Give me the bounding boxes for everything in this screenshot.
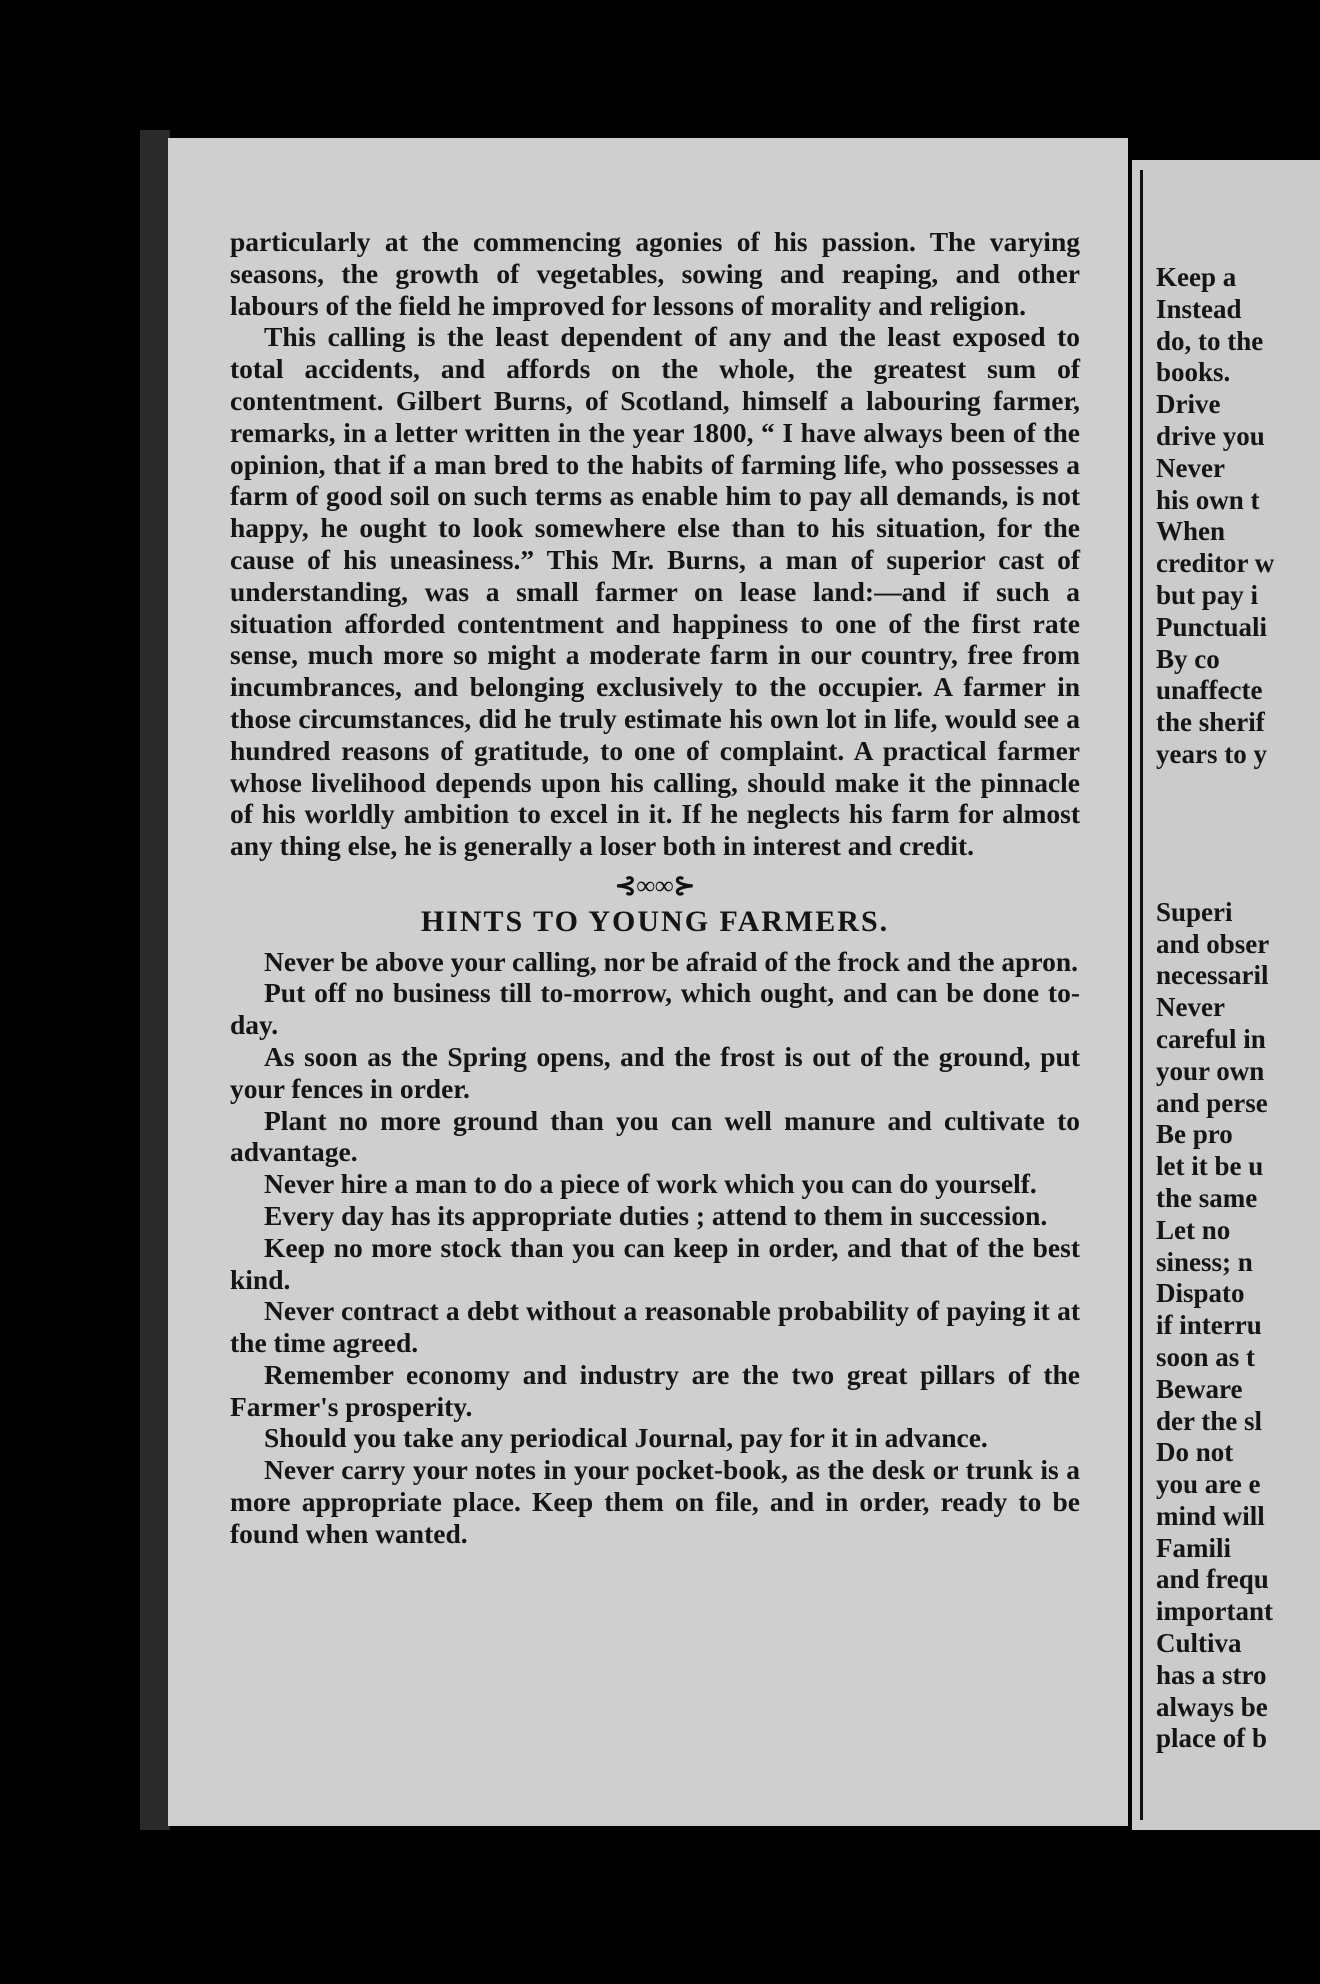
left-page-text bbox=[230, 226, 1080, 1550]
text-line: Dispato bbox=[1156, 1278, 1245, 1309]
paragraph: This calling is the least dependent of any and the least exposed to total accidents, and affords on the whole, the greatest sum of contentment. Gilbert Burns, of Scotland, himself a labouring farmer, remarks, in a letter written in the year 1800, “ I have always been of the opinion, that if a man bred to the habits of farming life, who possesses a farm of good soil on such terms as enable him to pay all demands, is not happy, he ought to look somewhere else than to his situation, for the cause of his uneasiness.” This Mr. Burns, a man of superior cast of understanding, was a small farmer on lease land:—and if such a situation afforded contentment and happiness to one of the first rate sense, much more so might a moderate farm in our country, free from incumbrances, and belonging exclusively to the occupier. A farmer in those circumstances, did he truly estimate his own lot in life, would see a hundred reasons of gratitude, to one of complaint. A practical farmer whose livelihood depends upon his calling, should make it the pinnacle of his worldly ambition to excel in it. If he neglects his farm for almost any thing else, he is generally a loser both in interest and credit. bbox=[230, 321, 1080, 862]
right-page-text bbox=[1156, 262, 1320, 1755]
text-line: and frequ bbox=[1156, 1564, 1269, 1595]
text-line: necessaril bbox=[1156, 960, 1269, 991]
hint-item: Should you take any periodical Journal, pay for it in advance. bbox=[264, 1422, 988, 1454]
text-line: has a stro bbox=[1156, 1659, 1267, 1690]
hint-item: Never be above your calling, nor be afraid of the frock and the apron. bbox=[264, 945, 1079, 977]
text-line: his own t bbox=[1156, 484, 1260, 515]
text-line: Let no bbox=[1156, 1214, 1231, 1245]
hint-item: Keep no more stock than you can keep in order, and that of the best kind. bbox=[230, 1231, 1080, 1295]
text-line: Keep a bbox=[1156, 262, 1237, 292]
hint-item: Never carry your notes in your pocket-book, as the desk or trunk is a more appropriate place. Keep them on file, and in order, ready to be found when wanted. bbox=[230, 1454, 1080, 1549]
text-line: mind will bbox=[1156, 1500, 1265, 1531]
text-line: soon as t bbox=[1156, 1341, 1256, 1372]
hint-item: Plant no more ground than you can well manure and cultivate to advantage. bbox=[230, 1104, 1080, 1168]
text-line: important bbox=[1156, 1596, 1273, 1627]
text-line: Famili bbox=[1156, 1532, 1231, 1563]
text-line: creditor w bbox=[1156, 548, 1275, 579]
text-line: unaffecte bbox=[1156, 675, 1263, 706]
text-line: Never bbox=[1156, 992, 1225, 1023]
text-line: Do not bbox=[1156, 1437, 1234, 1468]
text-line: Drive bbox=[1156, 389, 1221, 420]
left-page bbox=[168, 138, 1128, 1826]
text-line: der the sl bbox=[1156, 1405, 1262, 1436]
hint-item: Put off no business till to-morrow, which ought, and can be done to-day. bbox=[230, 977, 1080, 1041]
text-line: When bbox=[1156, 516, 1226, 547]
hint-item: Never hire a man to do a piece of work which you can do yourself. bbox=[264, 1168, 1037, 1200]
text-line: if interru bbox=[1156, 1310, 1262, 1341]
text-line: years to y bbox=[1156, 738, 1267, 769]
text-line: Instead bbox=[1156, 293, 1242, 324]
text-line: Cultiva bbox=[1156, 1628, 1242, 1659]
text-line: the sherif bbox=[1156, 707, 1265, 738]
text-line: siness; n bbox=[1156, 1246, 1253, 1277]
text-line: Punctuali bbox=[1156, 611, 1268, 642]
hint-item: Every day has its appropriate duties ; attend to them in succession. bbox=[264, 1199, 1048, 1231]
text-line: careful in bbox=[1156, 1023, 1266, 1054]
hint-item: Never contract a debt without a reasonable probability of paying it at the time agreed. bbox=[230, 1295, 1080, 1359]
text-line: let it be u bbox=[1156, 1151, 1264, 1182]
text-line: Be pro bbox=[1156, 1119, 1233, 1150]
text-line: Never bbox=[1156, 452, 1225, 483]
section-gap bbox=[1156, 771, 1320, 897]
text-line: By co bbox=[1156, 643, 1220, 674]
paragraph: particularly at the commencing agonies of his passion. The varying seasons, the growth of vegetables, sowing and reaping, and other labours of the field he improved for lessons of morality and religion. bbox=[230, 226, 1080, 321]
text-line: drive you bbox=[1156, 420, 1265, 451]
text-line: you are e bbox=[1156, 1469, 1261, 1500]
section-heading: HINTS TO YOUNG FARMERS. bbox=[420, 904, 890, 938]
text-line: Superi bbox=[1156, 896, 1233, 927]
text-line: but pay i bbox=[1156, 579, 1259, 610]
hint-item: As soon as the Spring opens, and the frost is out of the ground, put your fences in order. bbox=[230, 1040, 1080, 1104]
text-line: the same bbox=[1156, 1182, 1258, 1213]
text-line: your own bbox=[1156, 1055, 1265, 1086]
text-line: do, to the bbox=[1156, 325, 1264, 356]
text-line: always be bbox=[1156, 1691, 1268, 1722]
text-line: and perse bbox=[1156, 1087, 1268, 1118]
text-line: Beware bbox=[1156, 1373, 1243, 1404]
ornament-divider: ⊰∞∞⊱ bbox=[614, 870, 696, 900]
text-line: and obser bbox=[1156, 928, 1270, 959]
hint-item: Remember economy and industry are the two great pillars of the Farmer's prosperity. bbox=[230, 1358, 1080, 1422]
page-gutter-line bbox=[1140, 170, 1143, 1820]
text-line: books. bbox=[1156, 357, 1231, 388]
text-line: place of b bbox=[1156, 1723, 1267, 1754]
right-page bbox=[1132, 160, 1320, 1830]
book-spine-shadow bbox=[140, 130, 170, 1830]
